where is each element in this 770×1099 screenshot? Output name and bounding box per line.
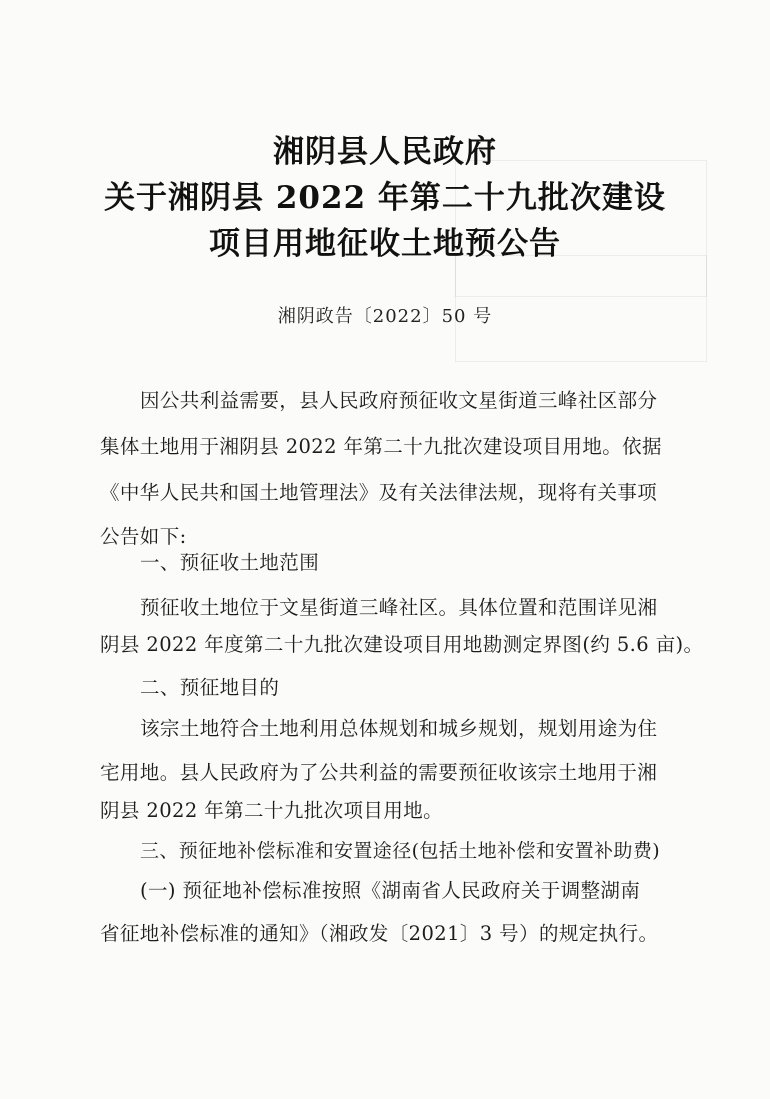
section-2-heading: 二、预征地目的	[140, 676, 280, 699]
section-3-heading: 三、预征地补偿标准和安置途径(包括土地补偿和安置补助费)	[140, 840, 661, 862]
intro-line-3: 《中华人民共和国土地管理法》及有关法律法规，现将有关事项	[100, 481, 658, 504]
section-1-line-1: 预征收土地位于文星街道三峰社区。具体位置和范围详见湘	[140, 596, 658, 619]
section-1-line-2: 阴县 2022 年度第二十九批次建设项目用地勘测定界图(约 5.6 亩)。	[100, 633, 704, 656]
section-3-line-2: 省征地补偿标准的通知》（湘政发〔2021〕3 号）的规定执行。	[100, 922, 659, 945]
section-2-line-1: 该宗土地符合土地利用总体规划和城乡规划，规划用途为住	[140, 717, 658, 740]
title-line-1: 湘阴县人民政府	[273, 134, 497, 170]
title-line-2: 关于湘阴县 2022 年第二十九批次建设	[104, 180, 666, 216]
intro-line-2: 集体土地用于湘阴县 2022 年第二十九批次建设项目用地。依据	[100, 435, 662, 458]
section-1-heading: 一、预征收土地范围	[140, 551, 320, 574]
section-3-line-1: (一) 预征地补偿标准按照《湖南省人民政府关于调整湖南	[140, 879, 641, 902]
title-line-3: 项目用地征收土地预公告	[209, 226, 561, 262]
intro-line-1: 因公共利益需要，县人民政府预征收文星街道三峰社区部分	[140, 389, 658, 412]
section-2-line-3: 阴县 2022 年第二十九批次项目用地。	[100, 799, 444, 822]
section-2-line-2: 宅用地。县人民政府为了公共利益的需要预征收该宗土地用于湘	[100, 761, 658, 784]
intro-line-4: 公告如下:	[100, 525, 187, 548]
document-number: 湘阴政告〔2022〕50 号	[277, 306, 493, 327]
